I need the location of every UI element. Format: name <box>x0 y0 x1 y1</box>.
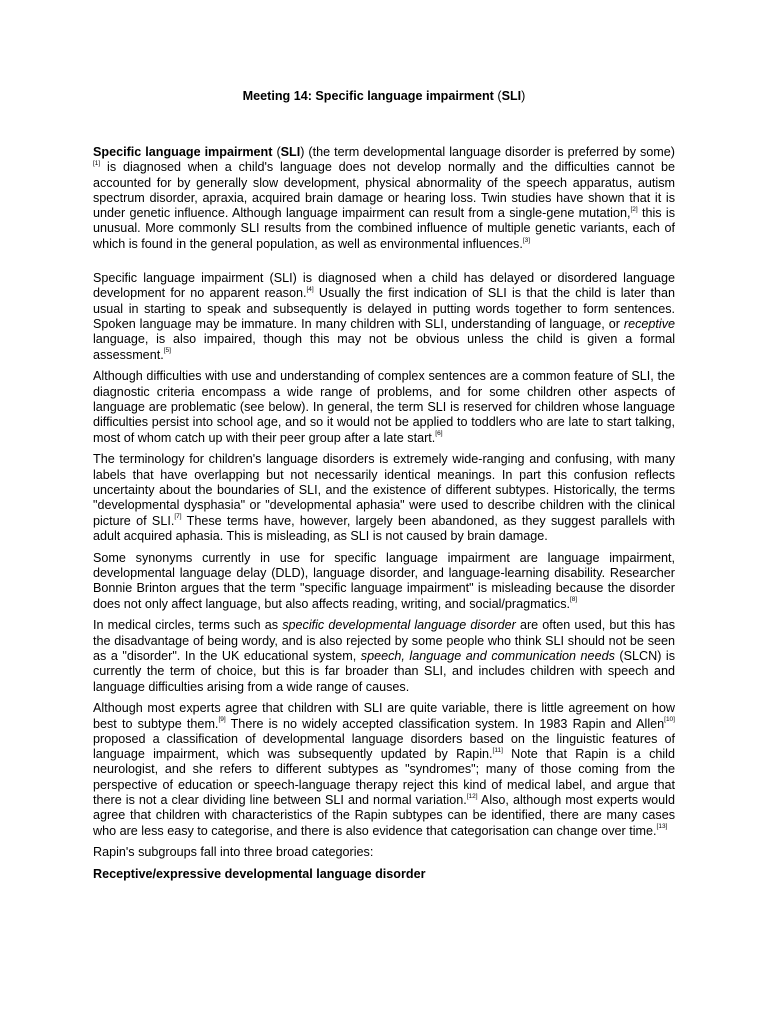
title-paren-close: ) <box>521 89 526 103</box>
paragraph-text: Note that Rapin is a child neurologist, and she refers to different subtypes as "syndromes"; many of those coming from the perspective of education or speech-language therapy reject this kind of medical label, and argue that there is not a clear dividing line between SLI and normal variation. <box>93 747 675 808</box>
title-abbreviation: SLI <box>501 89 522 103</box>
citation-reference[interactable]: [8] <box>570 596 578 604</box>
paragraph-text: There is no widely accepted classification system. In 1983 Rapin and Allen <box>225 716 665 731</box>
page-title <box>93 88 675 104</box>
citation-reference[interactable]: [3] <box>522 236 531 244</box>
bold-text: SLI <box>280 145 301 159</box>
body-paragraph <box>93 701 675 839</box>
citation-reference[interactable]: [6] <box>435 430 443 438</box>
paragraph-text: Although most experts agree that children with SLI are quite variable, there is little agreement on how best to subtype them. <box>93 701 675 731</box>
citation-reference[interactable]: [1] <box>93 160 101 168</box>
citation-reference[interactable]: [7] <box>174 513 182 521</box>
body-paragraph <box>93 145 675 252</box>
body-paragraph <box>93 551 675 612</box>
paragraph-text: Rapin's subgroups fall into three broad categories: <box>93 845 374 860</box>
body-paragraph <box>93 618 675 694</box>
citation-reference[interactable]: [4] <box>306 286 314 294</box>
body-paragraph <box>93 452 675 544</box>
italic-text: specific developmental language disorder <box>282 618 516 633</box>
paragraph-text: ( <box>272 145 281 159</box>
paragraph-text: ) (the term developmental language disorder is preferred by some) <box>300 145 675 159</box>
citation-reference[interactable]: [12] <box>466 792 478 800</box>
citation-reference[interactable]: [2] <box>630 206 638 213</box>
paragraph-text: are often used, but this has the disadvantage of being wordy, and is also rejected by some people who think SLI should not be seen as a "disorder". In the UK educational system, <box>93 618 675 663</box>
section-heading: Receptive/expressive developmental language disorder <box>93 867 426 882</box>
paragraph-text: Specific language impairment (SLI) is diagnosed when a child has delayed or disordered language development for no apparent reason. <box>93 271 675 301</box>
paragraph-text: The terminology for children's language disorders is extremely wide-ranging and confusing, with many labels that have overlapping but not necessarily identical meanings. In part this confusion reflects uncertainty about the boundaries of SLI, and the existence of different subtypes. Historically, the terms "developmental dysphasia" or "developmental aphasia" were used to describe children with the clinical picture of SLI. <box>93 452 675 528</box>
paragraph-list <box>93 145 675 861</box>
paragraph-text: is diagnosed when a child's language does not develop normally and the difficulties cannot be accounted for by generally slow development, physical abnormality of the speech apparatus, autism spectrum disorder, apraxia, acquired brain damage or hearing loss. Twin studies have shown that it is under genetic influence. Although language impairment can result from a single-gene mutation, <box>93 160 675 221</box>
document-body <box>93 145 675 883</box>
paragraph-text: Although difficulties with use and understanding of complex sentences are a common feature of SLI, the diagnostic criteria encompass a wide range of problems, and for some children other aspects of language are problematic (see below). In general, the term SLI is reserved for children whose language difficulties persist into school age, and so it would not be applied to toddlers who are late to start talking, most of whom catch up with their peer group after a late start. <box>93 369 675 445</box>
citation-reference[interactable]: [11] <box>492 747 503 754</box>
title-main: Meeting 14: Specific language impairment <box>242 89 494 103</box>
paragraph-text: Some synonyms currently in use for specific language impairment are language impairment, developmental language delay (DLD), language disorder, and language-learning disability. Researcher Bonnie Brinton argues that the term "specific language impairment" is misleading because the disorder does not only affect language, but also affects reading, writing, and social/pragmatics. <box>93 550 675 611</box>
bold-text: Specific language impairment <box>93 145 273 159</box>
body-paragraph <box>93 271 675 363</box>
paragraph-text: Usually the first indication of SLI is that the child is later than usual in starting to speak and subsequently is delayed in putting words together to form sentences. Spoken language may be immature. In many children with SLI, understanding of language, or <box>93 286 675 331</box>
citation-reference[interactable]: [5] <box>163 347 171 355</box>
paragraph-text: language, is also impaired, though this may not be obvious unless the child is given a formal assessment. <box>93 332 675 362</box>
paragraph-text: Also, although most experts would agree that children with characteristics of the Rapin subtypes can be identified, there are many cases who are less easy to categorise, and there is also evidence that categorisation can change over time. <box>93 793 675 838</box>
paragraph-text: proposed a classification of developmental language disorders based on the linguistic features of language impairment, which was subsequently updated by Rapin. <box>93 731 675 762</box>
paragraph-text: In medical circles, terms such as <box>93 618 283 633</box>
citation-reference[interactable]: [10] <box>664 716 675 724</box>
paragraph-text: These terms have, however, largely been abandoned, as they suggest parallels with adult acquired aphasia. This is misleading, as SLI is not caused by brain damage. <box>93 513 676 543</box>
citation-reference[interactable]: [9] <box>218 716 226 724</box>
title-paren-open: ( <box>493 89 502 103</box>
italic-text: speech, language and communication needs <box>360 648 615 663</box>
paragraph-text: this is unusual. More commonly SLI results from the combined influence of multiple genetic variants, each of which is found in the general population, as well as environmental influences. <box>93 206 675 251</box>
body-paragraph <box>93 369 675 445</box>
body-paragraph <box>93 845 675 860</box>
citation-reference[interactable]: [13] <box>656 823 668 831</box>
paragraph-text: (SLCN) is currently the term of choice, but this is far broader than SLI, and includes children with speech and language difficulties arising from a wide range of causes. <box>93 648 676 694</box>
italic-text: receptive <box>623 316 675 331</box>
